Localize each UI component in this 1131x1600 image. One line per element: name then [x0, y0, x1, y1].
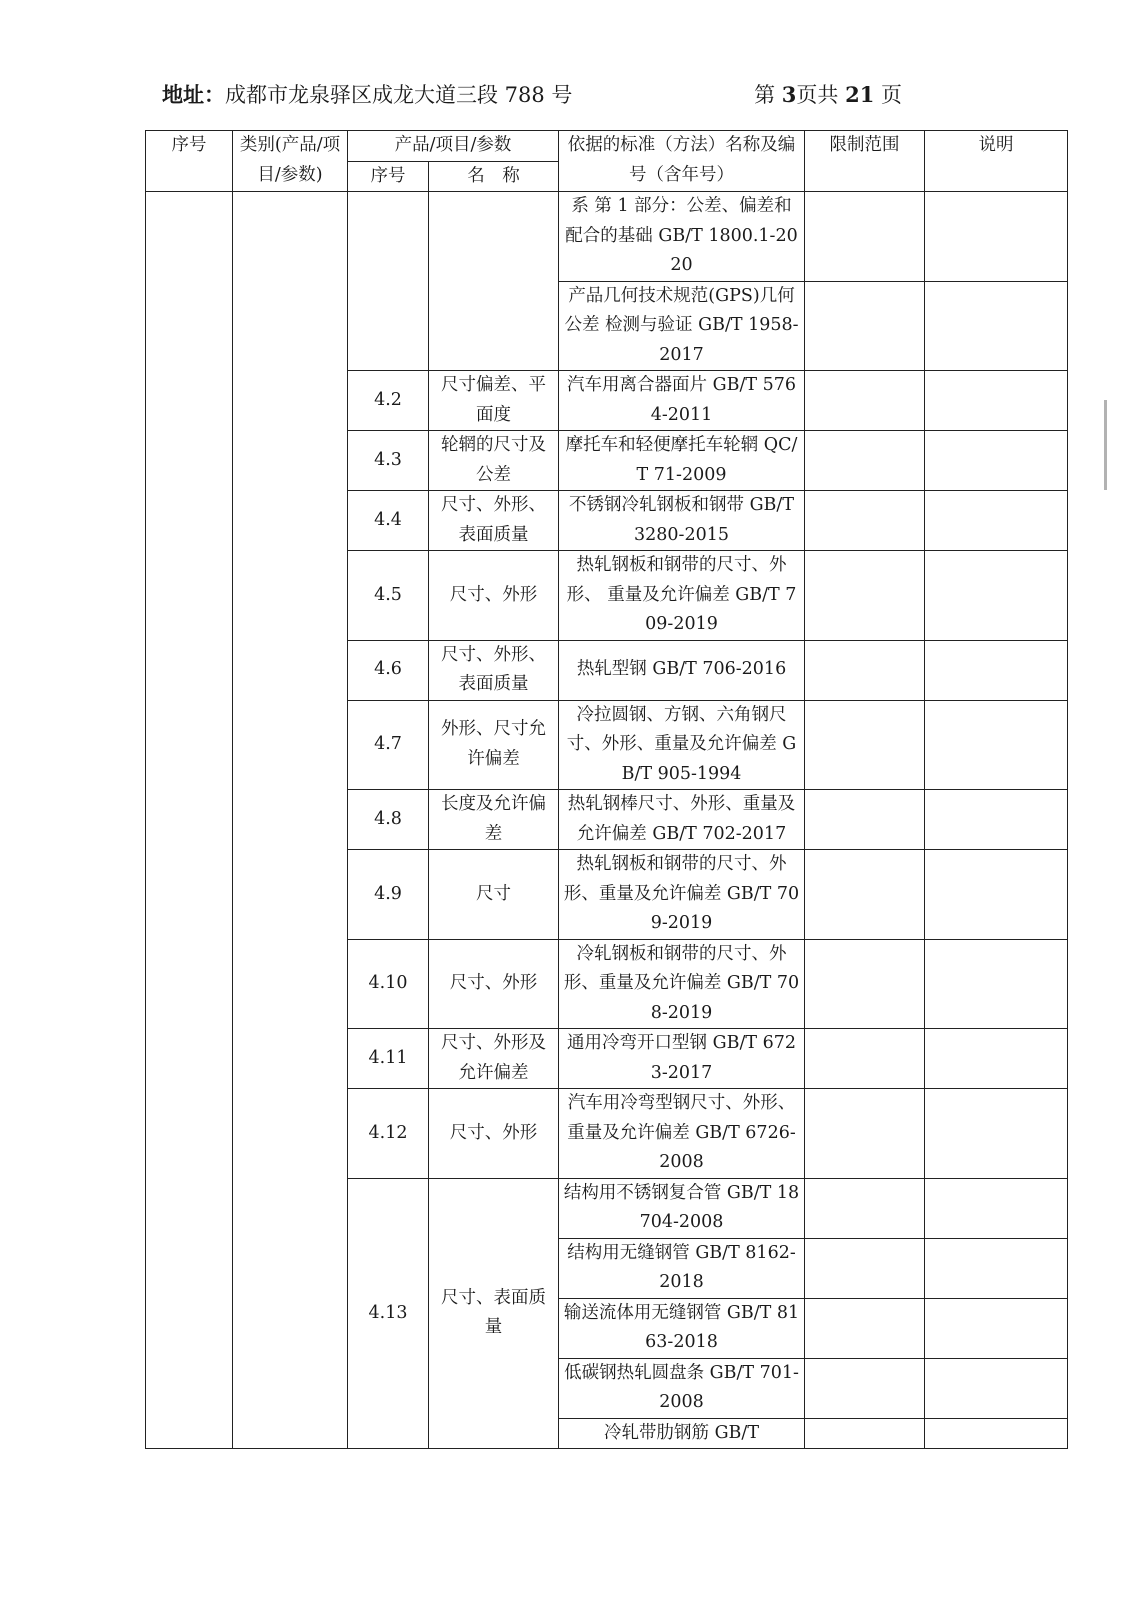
- standard-cell: 汽车用离合器面片 GB/T 5764-2011: [559, 371, 805, 431]
- scan-artifact: [1104, 400, 1107, 490]
- note-cell: [925, 1178, 1068, 1238]
- standard-cell: 输送流体用无缝钢管 GB/T 8163-2018: [559, 1298, 805, 1358]
- sub-seq-cell: [348, 192, 429, 371]
- standard-cell: 产品几何技术规范(GPS)几何公差 检测与验证 GB/T 1958-2017: [559, 281, 805, 371]
- note-cell: [925, 1358, 1068, 1418]
- limit-cell: [805, 939, 925, 1029]
- item-name-cell: 尺寸、表面质量: [429, 1178, 559, 1449]
- item-name-cell: 长度及允许偏差: [429, 790, 559, 850]
- standard-cell: 冷拉圆钢、方钢、六角钢尺寸、外形、重量及允许偏差 GB/T 905-1994: [559, 700, 805, 790]
- item-name-cell: 轮辋的尺寸及公差: [429, 431, 559, 491]
- sub-seq-cell: 4.11: [348, 1029, 429, 1089]
- address-label: 地址：: [162, 82, 225, 107]
- table-body: [146, 192, 1068, 1449]
- limit-cell: [805, 491, 925, 551]
- standard-cell: 系 第 1 部分：公差、偏差和配合的基础 GB/T 1800.1-2020: [559, 192, 805, 282]
- header-name: 名 称: [429, 161, 559, 192]
- note-cell: [925, 491, 1068, 551]
- table-row: [146, 192, 1068, 282]
- sub-seq-cell: 4.4: [348, 491, 429, 551]
- standard-cell: 热轧钢板和钢带的尺寸、外形、 重量及允许偏差 GB/T 709-2019: [559, 551, 805, 641]
- standard-cell: 热轧钢板和钢带的尺寸、外形、重量及允许偏差 GB/T 709-2019: [559, 850, 805, 940]
- header-sub-seq: 序号: [348, 161, 429, 192]
- total-pages: 21: [845, 82, 875, 107]
- note-cell: [925, 1418, 1068, 1449]
- limit-cell: [805, 1418, 925, 1449]
- standard-cell: 冷轧钢板和钢带的尺寸、外形、重量及允许偏差 GB/T 708-2019: [559, 939, 805, 1029]
- page-number: 第 3页共 21 页: [754, 82, 902, 107]
- sub-seq-cell: 4.12: [348, 1089, 429, 1179]
- item-name-cell: 外形、尺寸允许偏差: [429, 700, 559, 790]
- seq-cell: [146, 192, 233, 1449]
- item-name-cell: 尺寸、外形、表面质量: [429, 640, 559, 700]
- standard-cell: 热轧钢棒尺寸、外形、重量及允许偏差 GB/T 702-2017: [559, 790, 805, 850]
- item-name-cell: 尺寸偏差、平面度: [429, 371, 559, 431]
- address-text: 成都市龙泉驿区成龙大道三段 788 号: [225, 83, 573, 107]
- standard-cell: 热轧型钢 GB/T 706-2016: [559, 640, 805, 700]
- limit-cell: [805, 700, 925, 790]
- item-name-cell: 尺寸: [429, 850, 559, 940]
- header-limit: 限制范围: [805, 131, 925, 192]
- header-seq: 序号: [146, 131, 233, 192]
- note-cell: [925, 281, 1068, 371]
- item-name-cell: 尺寸、外形: [429, 1089, 559, 1179]
- note-cell: [925, 551, 1068, 641]
- category-cell: [233, 192, 348, 1449]
- item-name-cell: 尺寸、外形: [429, 551, 559, 641]
- current-page: 3: [781, 82, 797, 107]
- item-name-cell: 尺寸、外形及允许偏差: [429, 1029, 559, 1089]
- limit-cell: [805, 431, 925, 491]
- limit-cell: [805, 371, 925, 431]
- limit-cell: [805, 640, 925, 700]
- sub-seq-cell: 4.8: [348, 790, 429, 850]
- standard-cell: 通用冷弯开口型钢 GB/T 6723-2017: [559, 1029, 805, 1089]
- limit-cell: [805, 1238, 925, 1298]
- standard-cell: 不锈钢冷轧钢板和钢带 GB/T 3280-2015: [559, 491, 805, 551]
- limit-cell: [805, 1029, 925, 1089]
- note-cell: [925, 1238, 1068, 1298]
- page-header: [162, 78, 902, 112]
- sub-seq-cell: 4.7: [348, 700, 429, 790]
- limit-cell: [805, 1089, 925, 1179]
- limit-cell: [805, 850, 925, 940]
- standard-cell: 结构用不锈钢复合管 GB/T 18704-2008: [559, 1178, 805, 1238]
- standard-cell: 结构用无缝钢管 GB/T 8162-2018: [559, 1238, 805, 1298]
- note-cell: [925, 700, 1068, 790]
- header-category: 类别(产品/项目/参数): [233, 131, 348, 192]
- limit-cell: [805, 1298, 925, 1358]
- limit-cell: [805, 790, 925, 850]
- limit-cell: [805, 192, 925, 282]
- sub-seq-cell: 4.10: [348, 939, 429, 1029]
- header-product-group: 产品/项目/参数: [348, 131, 559, 162]
- standard-cell: 摩托车和轻便摩托车轮辋 QC/T 71-2009: [559, 431, 805, 491]
- note-cell: [925, 939, 1068, 1029]
- sub-seq-cell: 4.9: [348, 850, 429, 940]
- note-cell: [925, 371, 1068, 431]
- note-cell: [925, 431, 1068, 491]
- table-header: [146, 131, 1068, 192]
- sub-seq-cell: 4.5: [348, 551, 429, 641]
- item-name-cell: 尺寸、外形: [429, 939, 559, 1029]
- item-name-cell: 尺寸、外形、表面质量: [429, 491, 559, 551]
- sub-seq-cell: 4.6: [348, 640, 429, 700]
- standard-cell: 冷轧带肋钢筋 GB/T: [559, 1418, 805, 1449]
- item-name-cell: [429, 192, 559, 371]
- header-standard: 依据的标准（方法）名称及编号（含年号）: [559, 131, 805, 192]
- note-cell: [925, 192, 1068, 282]
- note-cell: [925, 1029, 1068, 1089]
- note-cell: [925, 790, 1068, 850]
- note-cell: [925, 1089, 1068, 1179]
- note-cell: [925, 640, 1068, 700]
- scope-table: [145, 130, 1068, 1449]
- standard-cell: 低碳钢热轧圆盘条 GB/T 701-2008: [559, 1358, 805, 1418]
- standard-cell: 汽车用冷弯型钢尺寸、外形、重量及允许偏差 GB/T 6726-2008: [559, 1089, 805, 1179]
- sub-seq-cell: 4.13: [348, 1178, 429, 1449]
- header-note: 说明: [925, 131, 1068, 192]
- sub-seq-cell: 4.2: [348, 371, 429, 431]
- sub-seq-cell: 4.3: [348, 431, 429, 491]
- limit-cell: [805, 551, 925, 641]
- note-cell: [925, 850, 1068, 940]
- note-cell: [925, 1298, 1068, 1358]
- limit-cell: [805, 1358, 925, 1418]
- limit-cell: [805, 1178, 925, 1238]
- limit-cell: [805, 281, 925, 371]
